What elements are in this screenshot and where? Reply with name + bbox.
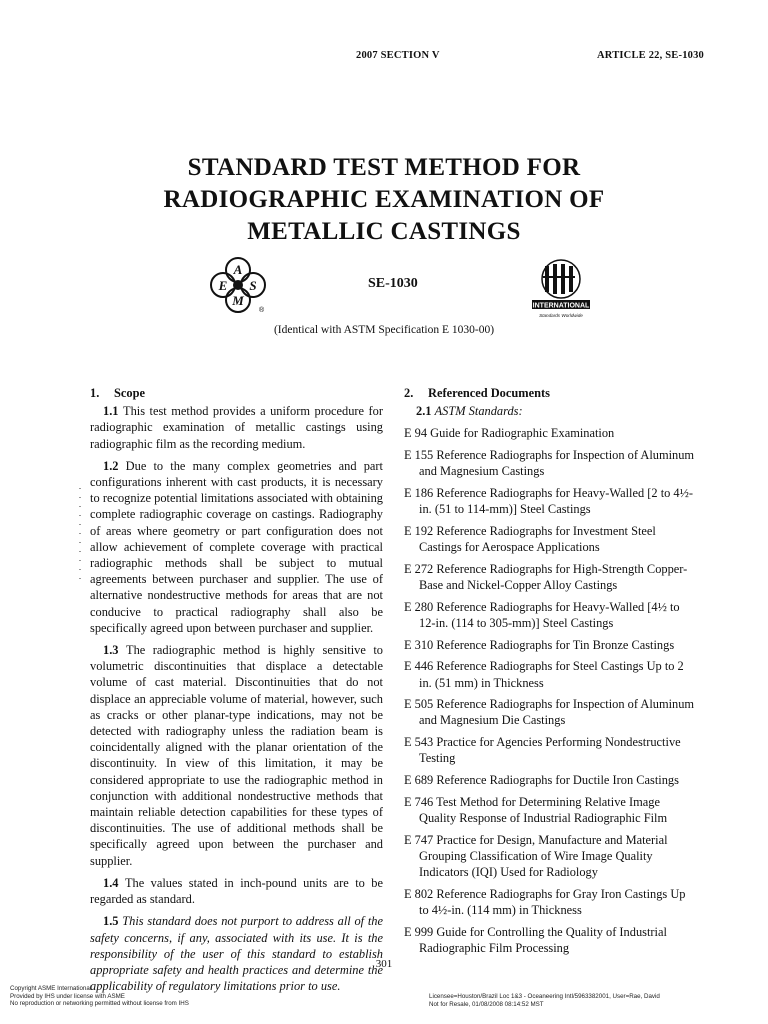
registered-mark: ® [259,307,265,314]
subsection-number: 2.1 [416,404,432,419]
reference-item: E 192 Reference Radiographs for Investment Steel Castings for Aerospace Applications [404,523,656,555]
paragraph-number: 1.2 [103,458,119,473]
paragraph-1-2 [90,458,383,636]
running-header-section: 2007 SECTION V [356,50,440,61]
paragraph-text: The radiographic method is highly sensitive to volumetric discontinuities that displace a detectable volume of cast material. Discontinuities that do not displace an appreciable volume of material, however, such as cracks or other planar-type indications, may not be detected with radiography unless the radiation beam is coincidentally aligned with the planar orientation of the discontinuity. In view of this limitation, it may be considered appropriate to use the radiographic method in conjunction with additional nondestructive methods that maintain reliable detection capabilities for these types of discontinuities. The use of additional methods shall be specifically agreed upon between the purchaser and supplier. [90,643,383,868]
section-title: Scope [114,386,145,400]
astm-international-label: INTERNATIONAL [532,302,590,310]
reference-item: E 186 Reference Radiographs for Heavy-Walled [2 to 4½-in. (51 to 114-mm)] Steel Castings [404,486,694,517]
astm-logo [531,258,591,322]
footer-line: Provided by IHS under license with ASME [10,992,125,1000]
footer-line: Licensee=Houston/Brazil Loc 1&3 - Oceaneering Intl/5963382001, User=Rae, David [429,993,660,1000]
title-line-3: METALLIC CASTINGS [247,218,521,245]
reference-item: E 689 Reference Radiographs for Ductile Iron Castings [404,773,679,788]
reference-item: E 543 Practice for Agencies Performing Nondestructive Testing [404,735,681,766]
title-line-1: STANDARD TEST METHOD FOR [187,154,581,181]
section-heading-scope [90,385,383,401]
subsection-astm-standards [404,403,698,419]
paragraph-text: The values stated in inch-pound units are to be regarded as standard. [90,875,383,907]
paragraph-text: Due to the many complex geometries and part configurations inherent with cast products, it is necessary to recognize potential limitations associated with obtaining complete radiographic coverage on castings. Radiography of areas where geometry or part configuration does not allow achievement of complete coverage with practical radiographic methods shall be subject to mutual agreements between purchaser and supplier. The use of alternative nondestructive methods for areas that are not conducive to practical radiography shall also be specifically agreed upon between purchaser and supplier. [90,458,383,635]
footer-line: Not for Resale, 01/08/2008 08:14:52 MST [429,1000,544,1008]
asme-letter-s: S [249,278,257,293]
page-number: 301 [375,958,393,970]
reference-item: E 747 Practice for Design, Manufacture and Material Grouping Classification of Wire Image Quality Indicators (IQI) Used for Radiology [404,832,668,880]
section-heading-referenced-documents [404,385,698,401]
designation-code: SE-1030 [368,276,418,291]
reference-item: E 802 Reference Radiographs for Gray Iron Castings Up to 4½-in. (114 mm) in Thickness [404,886,686,917]
paragraph-number: 1.4 [103,875,119,890]
running-header-article: ARTICLE 22, SE-1030 [597,50,704,61]
paragraph-text: This test method provides a uniform procedure for radiographic examination of metallic castings using radiographic film as the recording medium. [90,404,383,451]
reference-item: E 272 Reference Radiographs for High-Strength Copper-Base and Nickel-Copper Alloy Castings [404,561,688,593]
section-title: Referenced Documents [428,386,550,400]
section-number: 2. [404,386,414,400]
asme-letter-a: A [233,262,243,277]
reference-item: E 155 Reference Radiographs for Inspection of Aluminum and Magnesium Castings [404,448,695,479]
reference-item: E 446 Reference Radiographs for Steel Castings Up to 2 in. (51 mm) in Thickness [404,659,684,690]
paragraph-1-5 [90,913,383,994]
reference-item: E 505 Reference Radiographs for Inspection of Aluminum and Magnesium Die Castings [404,697,695,728]
footer-copyright [10,985,189,1008]
section-number: 1. [90,386,100,400]
subsection-title: ASTM Standards: [434,404,523,419]
paragraph-text: This standard does not purport to address all of the safety concerns, if any, associated with its use. It is the responsibility of the user of this standard to establish appropriate safety and health practices and determine the applicability of regulatory limitations prior to use. [90,914,383,994]
asme-letter-m: M [232,293,244,308]
reference-item: E 310 Reference Radiographs for Tin Bronze Castings [404,637,675,652]
right-column [404,385,698,962]
paragraph-1-3 [90,642,383,869]
asme-logo [209,256,267,314]
footer-license [429,993,660,1008]
reference-item: E 999 Guide for Controlling the Quality of Industrial Radiographic Film Processing [404,924,667,955]
paragraph-1-1 [90,403,383,452]
reference-item: E 746 Test Method for Determining Relative Image Quality Response of Industrial Radiographic Film [404,794,668,825]
asme-letter-e: E [218,278,228,293]
paragraph-number: 1.3 [103,643,119,658]
footer-line: Copyright ASME International [10,985,92,992]
reference-item: E 94 Guide for Radiographic Examination [404,426,615,441]
title-line-2: RADIOGRAPHIC EXAMINATION OF [163,186,605,213]
paragraph-number: 1.1 [103,404,119,419]
paragraph-number: 1.5 [103,914,119,929]
footer-line: No reproduction or networking permitted without license from IHS [10,1000,189,1008]
reference-item: E 280 Reference Radiographs for Heavy-Walled [4½ to 12-in. (114 to 305-mm)] Steel Castings [404,599,680,630]
document-title [0,152,768,248]
identical-note: (Identical with ASTM Specification E 1030-00) [273,324,495,336]
margin-change-bar [79,488,81,583]
astm-tagline: Standards Worldwide [539,313,583,318]
paragraph-1-4 [90,875,383,907]
left-column [90,385,383,1000]
